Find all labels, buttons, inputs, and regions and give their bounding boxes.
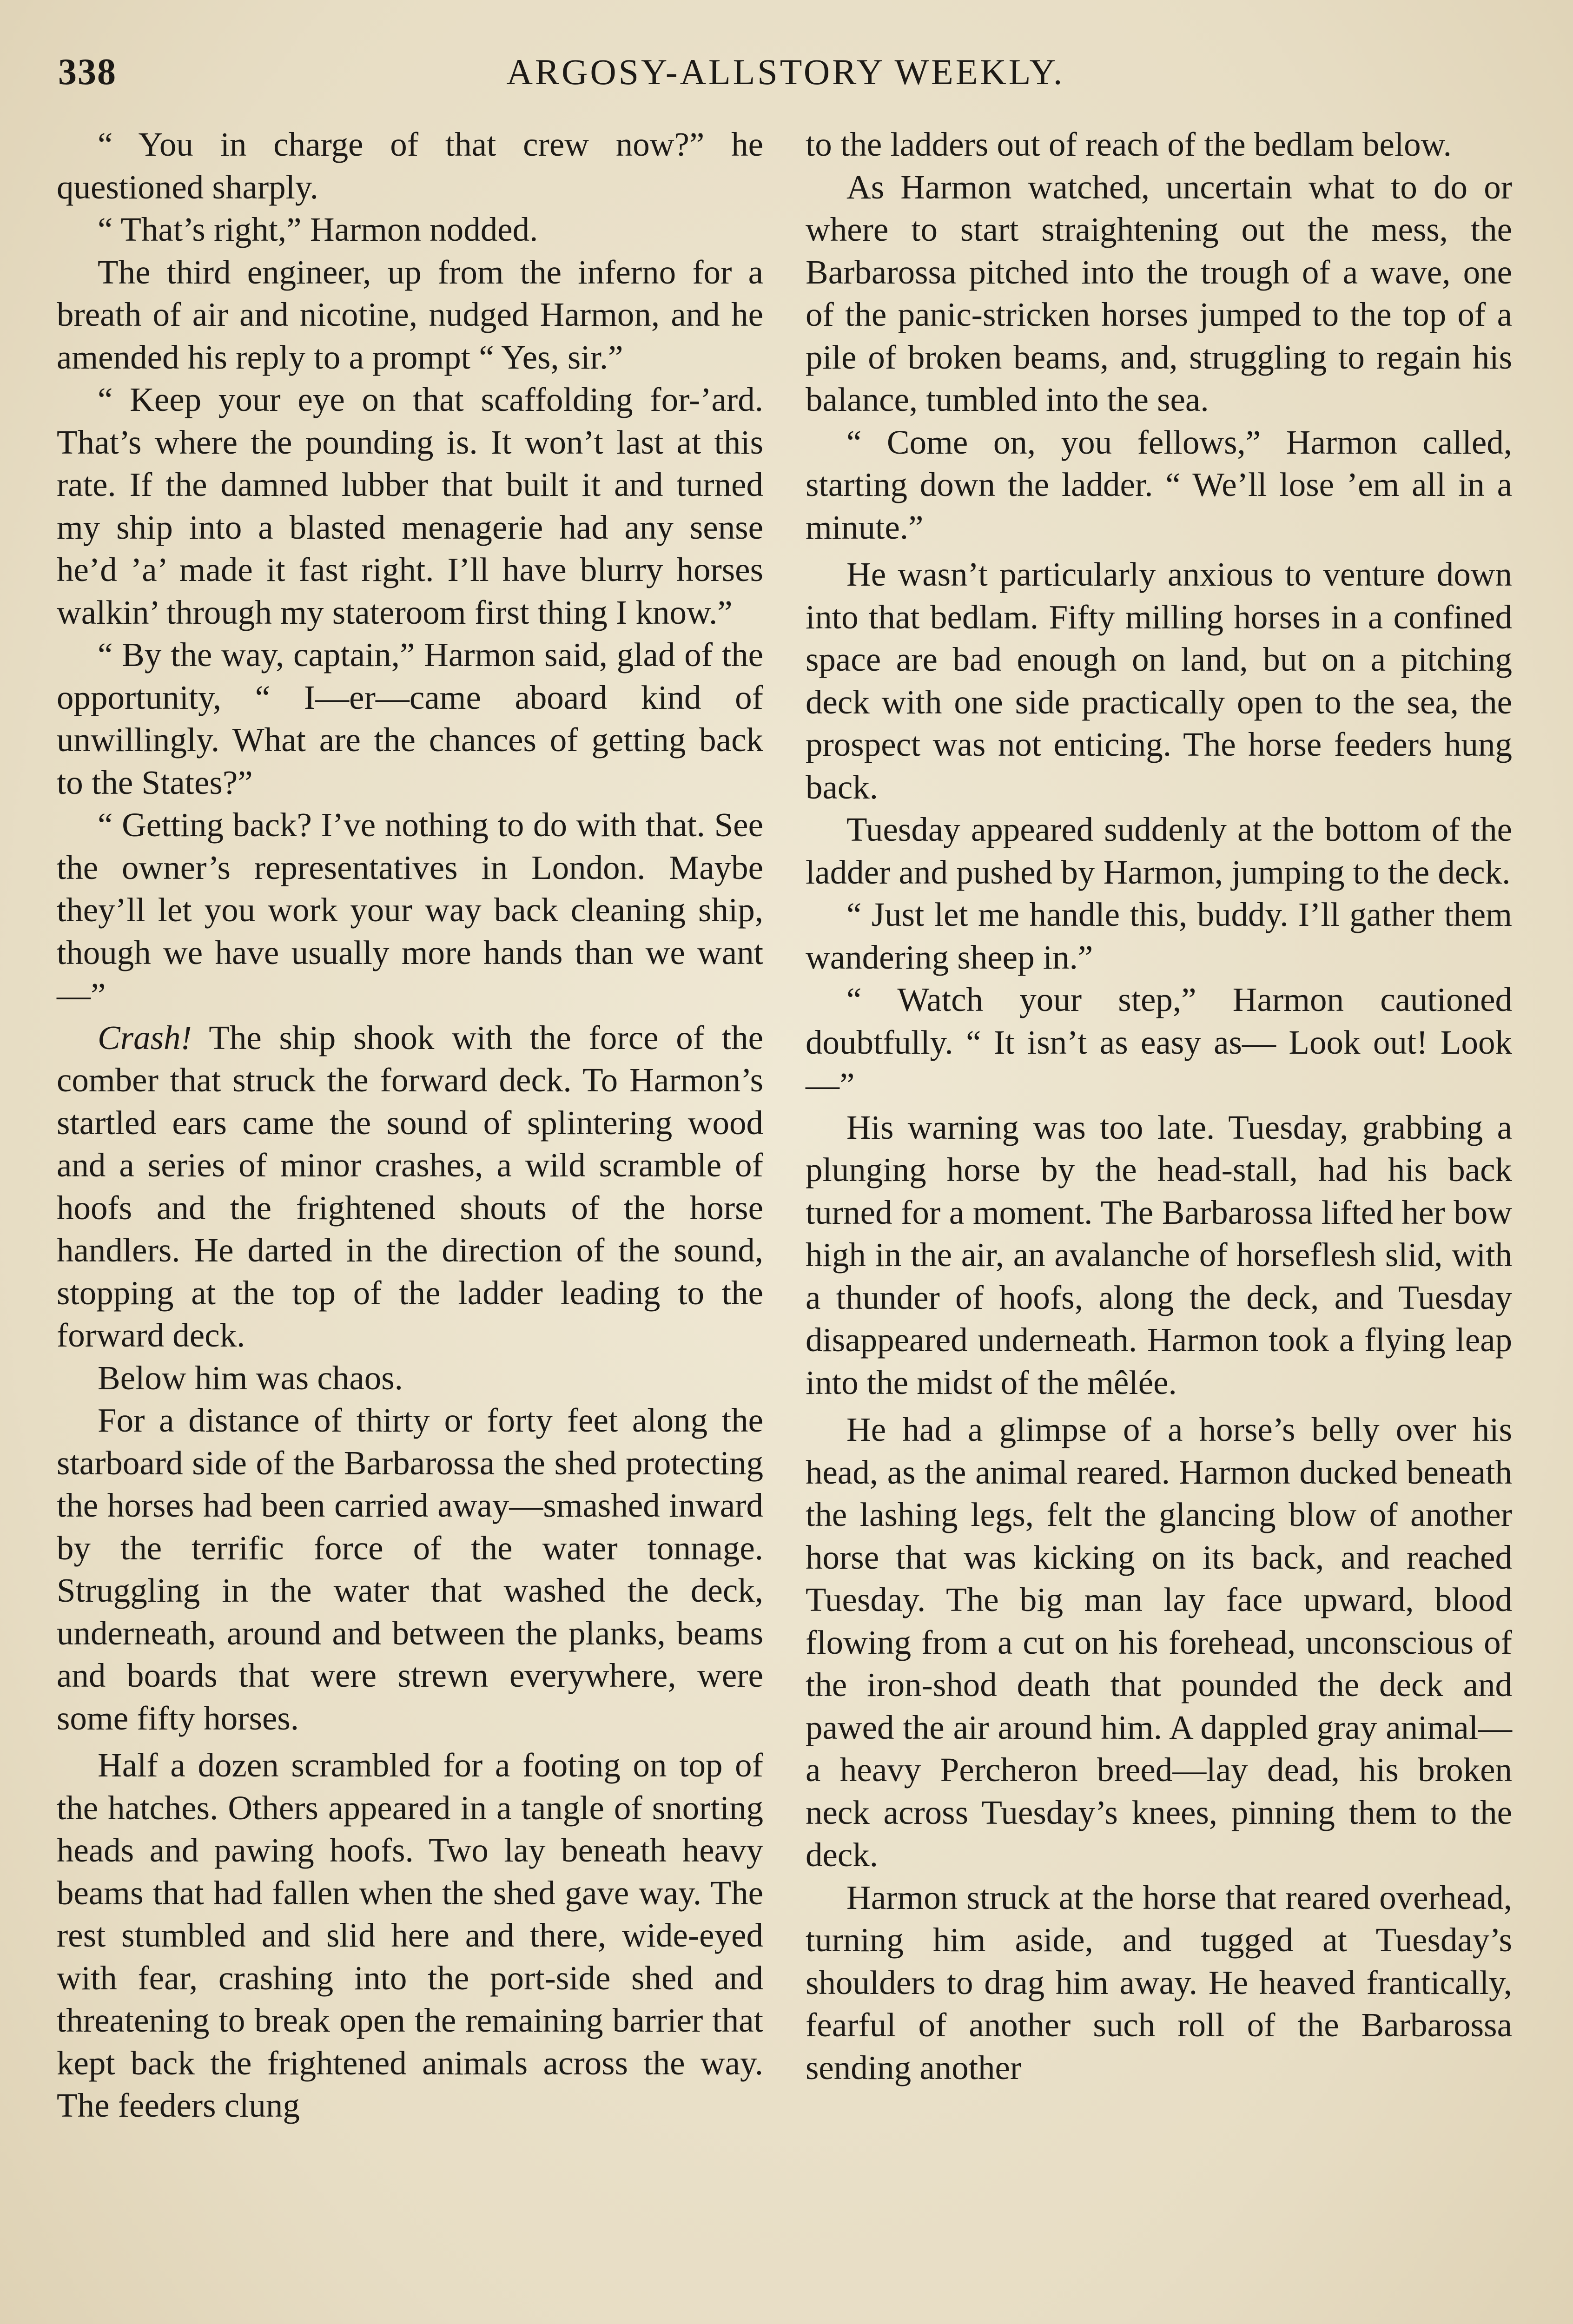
page-number: 338 xyxy=(58,52,117,92)
paragraph: “ Just let me handle this, buddy. I’ll gather them wandering sheep in.” xyxy=(806,896,1512,976)
paragraph xyxy=(57,1017,763,1357)
paragraph-text: The ship shook with the force of the comber that struck the forward deck. To Harmon’s startled ears came the sound of splintering wood and a series of minor crashes, a wild scramble of hoofs and the frightened shouts of the horse handlers. He darted in the direction of the sound, stopping at the top of the ladder leading to the forward deck. xyxy=(57,1018,763,1354)
paragraph: For a distance of thirty or forty feet along the starboard side of the Barbarossa the shed protecting the horses had been carried away—smashed inward by the terrific force of the water tonnage. Struggling in the water that washed the deck, underneath, around and between the planks, beams and boards that were strewn everywhere, were some fifty horses. xyxy=(57,1401,763,1737)
paragraph: “ Come on, you fellows,” Harmon called, starting down the ladder. “ We’ll lose ’em all in a minute.” xyxy=(806,423,1512,546)
paragraph: Half a dozen scrambled for a footing on top of the hatches. Others appeared in a tangle of snorting heads and pawing hoofs. Two lay beneath heavy beams that had fallen when the shed gave way. The rest stumbled and slid here and there, wide-eyed with fear, crashing into the port-side shed and threatening to break open the remaining barrier that kept back the frightened animals across the way. The feeders clung xyxy=(57,1746,763,2124)
right-column xyxy=(806,123,1512,2089)
paragraph: to the ladders out of reach of the bedlam below. xyxy=(806,125,1452,163)
page-header xyxy=(58,46,1513,98)
paragraph: The third engineer, up from the inferno for a breath of air and nicotine, nudged Harmon, and he amended his reply to a prompt “ Yes, sir.” xyxy=(57,253,763,376)
emphasis-crash: Crash! xyxy=(98,1018,192,1056)
paragraph: He wasn’t particularly anxious to venture down into that bedlam. Fifty milling horses in a confined space are bad enough on land, but on a pitching deck with one side practically open to the sea, the prospect was not enticing. The horse feeders hung back. xyxy=(806,555,1512,806)
paragraph: “ Watch your step,” Harmon cautioned doubtfully. “ It isn’t as easy as— Look out! Look—” xyxy=(806,981,1512,1103)
paragraph: Below him was chaos. xyxy=(98,1359,403,1397)
running-head: ARGOSY-ALLSTORY WEEKLY. xyxy=(506,52,1065,92)
paragraph: Harmon struck at the horse that reared overhead, turning him aside, and tugged at Tuesday’s shoulders to drag him away. He heaved frantically, fearful of another such roll of the Barbarossa sending another xyxy=(806,1878,1512,2086)
left-column xyxy=(57,123,763,2127)
paragraph: “ That’s right,” Harmon nodded. xyxy=(98,211,538,248)
paragraph: “ Getting back? I’ve nothing to do with that. See the owner’s representatives in London. Maybe they’ll let you work your way back cleaning ship, though we have usually more hands than we want—” xyxy=(57,806,763,1014)
paragraph: “ By the way, captain,” Harmon said, glad of the opportunity, “ I—er—came aboard kind of unwillingly. What are the chances of getting back to the States?” xyxy=(57,636,763,801)
paragraph: “ Keep your eye on that scaffolding for-’ard. That’s where the pounding is. It won’t last at this rate. If the damned lubber that built it and turned my ship into a blasted menagerie had any sense he’d ’a’ made it fast right. I’ll have blurry horses walkin’ through my stateroom first thing I know.” xyxy=(57,381,763,631)
paragraph: As Harmon watched, uncertain what to do or where to start straightening out the mess, the Barbarossa pitched into the trough of a wave, one of the panic-stricken horses jumped to the top of a pile of broken beams, and, struggling to regain his balance, tumbled into the sea. xyxy=(806,168,1512,418)
paragraph: His warning was too late. Tuesday, grabbing a plunging horse by the head-stall, had his back turned for a moment. The Barbarossa lifted her bow high in the air, an avalanche of horseflesh slid, with a thunder of hoofs, along the deck, and Tuesday disappeared underneath. Harmon took a flying leap into the midst of the mêlée. xyxy=(806,1108,1512,1401)
paragraph: “ You in charge of that crew now?” he questioned sharply. xyxy=(57,125,763,206)
paragraph: Tuesday appeared suddenly at the bottom of the ladder and pushed by Harmon, jumping to the deck. xyxy=(806,811,1512,891)
paragraph: He had a glimpse of a horse’s belly over his head, as the animal reared. Harmon ducked beneath the lashing legs, felt the glancing blow of another horse that was kicking on its back, and reached Tuesday. The big man lay face upward, blood flowing from a cut on his forehead, unconscious of the iron-shod death that pounded the deck and pawed the air around him. A dappled gray animal—a heavy Percheron breed—lay dead, his broken neck across Tuesday’s knees, pinning them to the deck. xyxy=(806,1411,1512,1874)
